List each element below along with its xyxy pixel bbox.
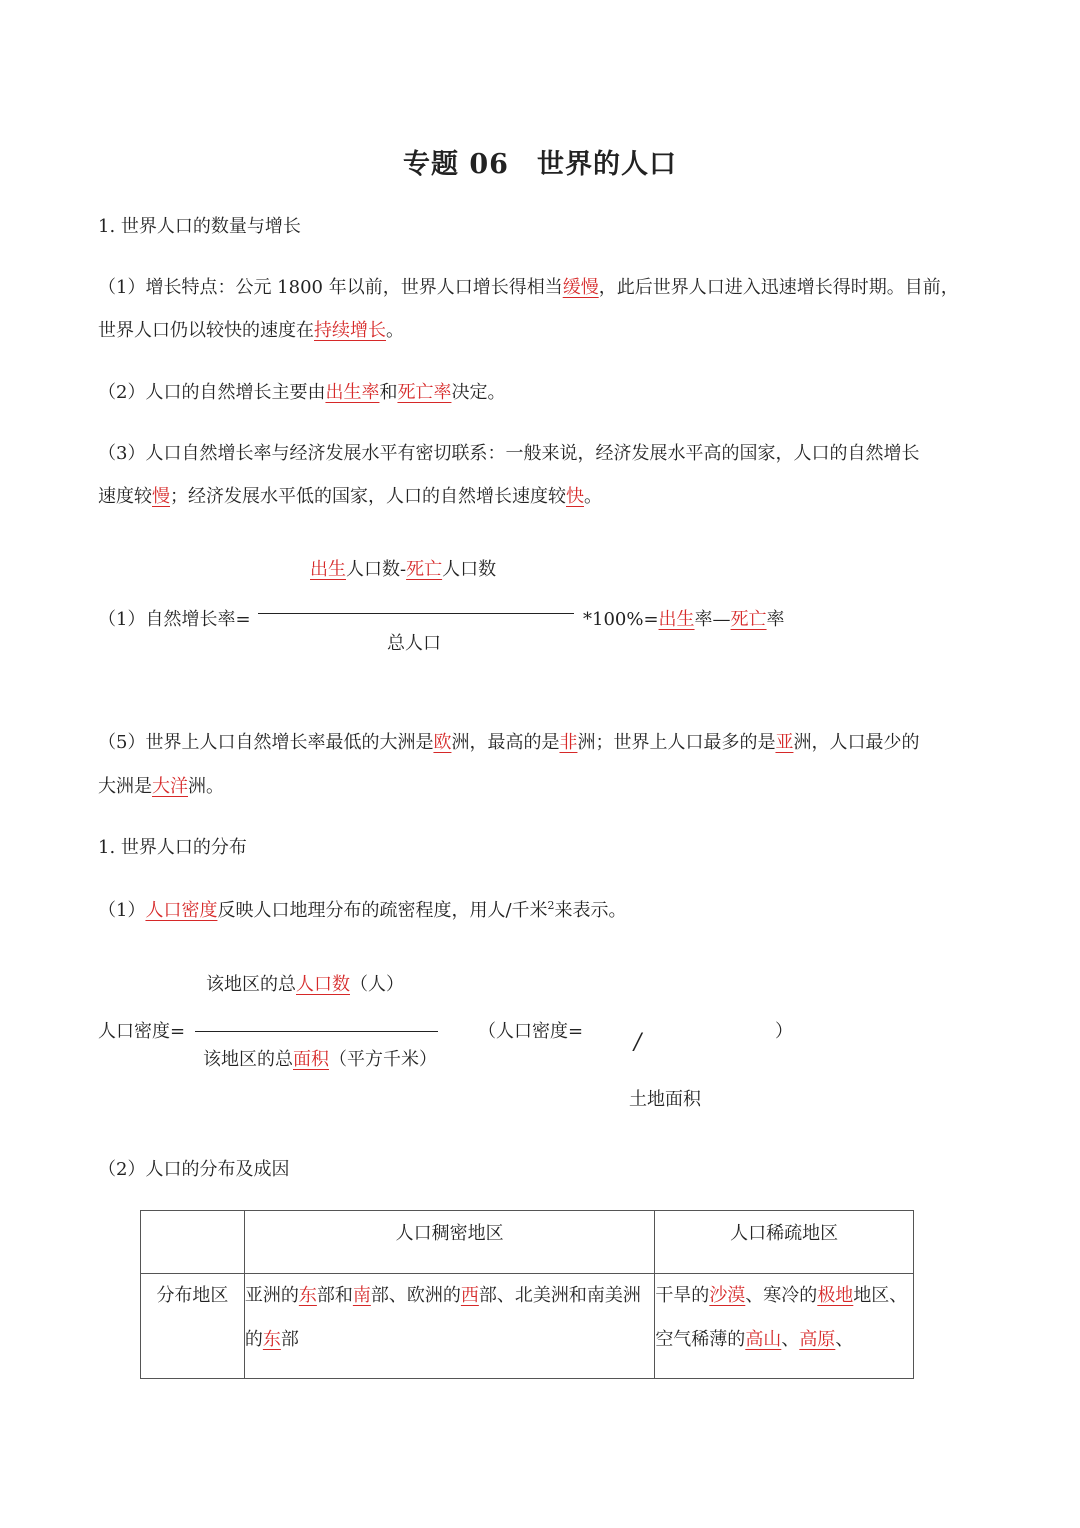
text: 人口数	[442, 559, 497, 580]
density-alt-open: （人口密度=	[478, 1021, 584, 1042]
section1-heading: 1. 世界人口的数量与增长	[98, 216, 301, 237]
text: 该地区的总	[203, 1049, 293, 1070]
density-numerator	[206, 976, 404, 994]
growth-feature-line1	[98, 279, 959, 297]
section2-heading: 1. 世界人口的分布	[98, 837, 247, 858]
fraction-bar	[258, 613, 574, 614]
dense-regions-cell	[244, 1274, 654, 1379]
text: 部、北美洲和南美洲的	[244, 1285, 641, 1350]
economy-relation-line2	[98, 488, 602, 506]
answer-africa: 非	[559, 732, 578, 753]
density-alt-close: ）	[775, 1021, 793, 1042]
text: 世界人口仍以较快的速度在	[98, 320, 314, 341]
text: 率—	[694, 609, 731, 630]
answer-slow: 缓慢	[562, 277, 599, 298]
text: 来表示。	[554, 900, 627, 921]
answer-birth: 出生	[310, 559, 346, 580]
text: （1）增长特点：公元 1800 年以前，世界人口增长得相当	[98, 277, 563, 298]
text: ，此后世界人口进入迅速增长得时期。目前，	[598, 277, 959, 298]
formula-label: （1）自然增长率=	[98, 609, 251, 630]
table-row	[141, 1274, 914, 1379]
text: 洲，最高的是	[451, 732, 560, 753]
text: 洲。	[188, 776, 224, 797]
density-alt-denominator: 土地面积	[629, 1089, 701, 1110]
distribution-heading: （2）人口的分布及成因	[98, 1159, 290, 1180]
text: （5）世界上人口自然增长率最低的大洲是	[98, 732, 434, 753]
row-label: 分布地区	[141, 1274, 245, 1379]
text: 亚洲的	[244, 1285, 299, 1306]
answer-east: 东	[298, 1285, 317, 1306]
sparse-regions-cell	[655, 1274, 914, 1379]
text: 部	[280, 1329, 299, 1350]
answer-asia: 亚	[775, 732, 794, 753]
density-definition	[98, 900, 627, 920]
answer-west: 西	[460, 1285, 479, 1306]
text: 。	[386, 320, 404, 341]
text: 地区、空气稀薄的	[655, 1285, 908, 1350]
text: 该地区的总	[206, 974, 296, 995]
table-header-row	[141, 1211, 914, 1274]
text: *100%=	[583, 609, 659, 630]
text: （人）	[350, 974, 404, 995]
text: 部和	[316, 1285, 353, 1306]
text: 决定。	[451, 382, 506, 403]
distribution-table	[140, 1210, 914, 1379]
answer-death: 死亡	[406, 559, 443, 580]
answer-plateau: 高原	[799, 1329, 836, 1350]
page-title: 专题 06 世界的人口	[403, 149, 677, 180]
text: ；经济发展水平低的国家，人口的自然增长速度较	[170, 486, 566, 507]
text: 、寒冷的	[745, 1285, 818, 1306]
formula-numerator	[310, 561, 496, 579]
answer-desert: 沙漠	[709, 1285, 746, 1306]
answer-europe: 欧	[433, 732, 452, 753]
answer-mountain: 高山	[745, 1329, 782, 1350]
growth-feature-line2	[98, 322, 404, 340]
text: 、	[835, 1329, 854, 1350]
answer-death-rate: 死亡率	[397, 382, 452, 403]
answer-population: 人口数	[296, 974, 350, 995]
natural-growth-factors	[98, 384, 505, 402]
answer-fast-rate: 快	[566, 486, 584, 507]
text: 干旱的	[655, 1285, 710, 1306]
text: 洲，人口最少的	[793, 732, 920, 753]
superscript: 2	[547, 899, 555, 912]
density-denominator	[203, 1051, 437, 1069]
answer-south: 南	[352, 1285, 371, 1306]
text: 大洲是	[98, 776, 152, 797]
text: 率	[766, 609, 785, 630]
answer-death: 死亡	[730, 609, 767, 630]
text: 速度较	[98, 486, 152, 507]
formula-denominator: 总人口	[387, 633, 441, 654]
text: 反映人口地理分布的疏密程度，用人/千米	[217, 900, 548, 921]
text: 人口数-	[346, 559, 407, 580]
text: （平方千米）	[329, 1049, 437, 1070]
formula-rhs	[583, 611, 785, 629]
answer-oceania: 大洋	[152, 776, 188, 797]
text: 洲；世界上人口最多的是	[577, 732, 776, 753]
economy-relation-line1: （3）人口自然增长率与经济发展水平有密切联系：一般来说，经济发展水平高的国家，人口的自然增长	[98, 443, 920, 464]
text: 。	[584, 486, 602, 507]
text: 部、欧洲的	[370, 1285, 461, 1306]
answer-east: 东	[262, 1329, 281, 1350]
fraction-bar	[195, 1031, 438, 1032]
answer-population-density: 人口密度	[145, 900, 218, 921]
answer-birth-rate: 出生率	[325, 382, 380, 403]
text: 、	[781, 1329, 800, 1350]
answer-slow-rate: 慢	[152, 486, 170, 507]
answer-area: 面积	[293, 1049, 329, 1070]
header-dense: 人口稠密地区	[244, 1211, 654, 1274]
text: （1）	[98, 900, 146, 921]
answer-birth: 出生	[658, 609, 695, 630]
answer-sustained-growth: 持续增长	[314, 320, 386, 341]
text: 和	[379, 382, 398, 403]
density-label: 人口密度=	[98, 1021, 186, 1042]
continents-line1	[98, 734, 919, 752]
header-empty-cell	[141, 1211, 245, 1274]
continents-line2	[98, 778, 224, 796]
text: （2）人口的自然增长主要由	[98, 382, 326, 403]
header-sparse: 人口稀疏地区	[655, 1211, 914, 1274]
density-alt-slash: /	[634, 1030, 642, 1055]
answer-polar: 极地	[817, 1285, 854, 1306]
